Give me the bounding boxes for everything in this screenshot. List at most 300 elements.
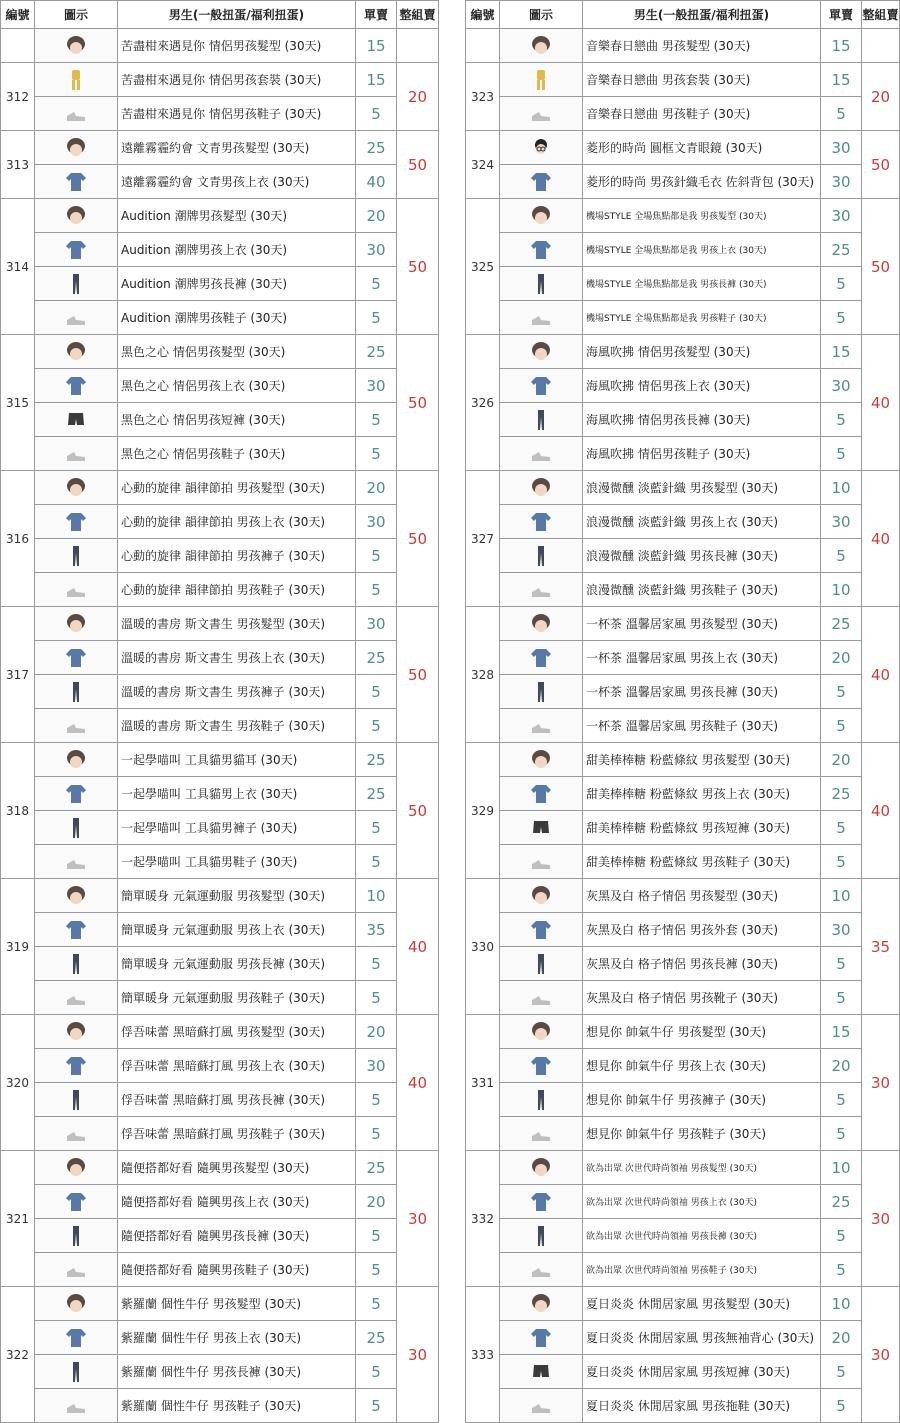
- item-image: [35, 233, 118, 267]
- item-name: 浪漫微醺 淡藍針織 男孩髮型 (30天): [583, 471, 821, 505]
- item-image: [35, 573, 118, 607]
- top-icon: [64, 1191, 88, 1210]
- single-price: 5: [356, 1355, 397, 1389]
- table-row: [1, 29, 439, 63]
- shoes-icon: [529, 579, 553, 598]
- table-row: [1, 709, 439, 743]
- hair-icon: [64, 1021, 88, 1040]
- single-price: 30: [356, 369, 397, 403]
- item-name: 機場STYLE 全場焦點都是我 男孩鞋子 (30天): [583, 301, 821, 335]
- single-price: 5: [356, 675, 397, 709]
- set-price: 50: [862, 131, 900, 199]
- item-name: 簡單暖身 元氣運動服 男孩上衣 (30天): [118, 913, 356, 947]
- item-image: [35, 913, 118, 947]
- item-image: [500, 981, 583, 1015]
- single-price: 5: [821, 97, 862, 131]
- pants-icon: [529, 1225, 553, 1244]
- single-price: 5: [356, 1389, 397, 1423]
- hair-icon: [64, 1293, 88, 1312]
- shoes-icon: [64, 443, 88, 462]
- single-price: 15: [821, 29, 862, 63]
- header-icon: 圖示: [500, 1, 583, 29]
- item-image: [500, 369, 583, 403]
- pants-icon: [64, 545, 88, 564]
- single-price: 25: [821, 233, 862, 267]
- single-price: 35: [356, 913, 397, 947]
- top-icon: [529, 783, 553, 802]
- single-price: 25: [356, 777, 397, 811]
- item-name: 灰黑及白 格子情侶 男孩外套 (30天): [583, 913, 821, 947]
- item-name: 簡單暖身 元氣運動服 男孩長褲 (30天): [118, 947, 356, 981]
- set-price: 30: [397, 1287, 439, 1423]
- table-row: [466, 743, 900, 777]
- shorts-icon: [529, 817, 553, 836]
- item-image: [35, 641, 118, 675]
- item-image: [500, 913, 583, 947]
- hair-icon: [529, 341, 553, 360]
- item-image: [500, 1083, 583, 1117]
- single-price: 5: [356, 1219, 397, 1253]
- item-image: [500, 301, 583, 335]
- left-table-body: [1, 29, 439, 1423]
- single-price: 5: [356, 403, 397, 437]
- item-name: 灰黑及白 格子情侶 男孩髮型 (30天): [583, 879, 821, 913]
- top-icon: [64, 239, 88, 258]
- item-name: 夏日炎炎 休閒居家風 男孩無袖背心 (30天): [583, 1321, 821, 1355]
- item-image: [35, 63, 118, 97]
- shoes-icon: [529, 103, 553, 122]
- single-price: 5: [356, 947, 397, 981]
- item-name: 俘吾味蕾 黑暗蘇打風 男孩上衣 (30天): [118, 1049, 356, 1083]
- single-price: 25: [356, 1321, 397, 1355]
- set-number: 314: [1, 199, 35, 335]
- item-name: 遠離霧霾約會 文青男孩髮型 (30天): [118, 131, 356, 165]
- table-row: [1, 165, 439, 199]
- item-image: [35, 131, 118, 165]
- item-name: Audition 潮牌男孩上衣 (30天): [118, 233, 356, 267]
- item-name: 海風吹拂 情侶男孩長褲 (30天): [583, 403, 821, 437]
- item-image: [35, 811, 118, 845]
- pants-icon: [64, 1089, 88, 1108]
- item-name: 夏日炎炎 休閒居家風 男孩拖鞋 (30天): [583, 1389, 821, 1423]
- item-name: 溫暖的書房 斯文書生 男孩鞋子 (30天): [118, 709, 356, 743]
- item-image: [35, 947, 118, 981]
- item-name: 黑色之心 情侶男孩鞋子 (30天): [118, 437, 356, 471]
- shoes-icon: [529, 851, 553, 870]
- single-price: 25: [821, 777, 862, 811]
- table-row: [466, 403, 900, 437]
- single-price: 5: [821, 301, 862, 335]
- item-name: 想見你 帥氣牛仔 男孩髮型 (30天): [583, 1015, 821, 1049]
- item-name: 一杯茶 溫馨居家風 男孩髮型 (30天): [583, 607, 821, 641]
- table-row: [466, 879, 900, 913]
- top-icon: [529, 919, 553, 938]
- item-name: 苦盡柑來遇見你 情侶男孩鞋子 (30天): [118, 97, 356, 131]
- pants-icon: [529, 409, 553, 428]
- item-image: [500, 1253, 583, 1287]
- single-price: 25: [356, 1151, 397, 1185]
- item-image: [35, 301, 118, 335]
- item-name: 菱形的時尚 男孩針織毛衣 佐斜背包 (30天): [583, 165, 821, 199]
- item-name: 機場STYLE 全場焦點都是我 男孩髮型 (30天): [583, 199, 821, 233]
- set-price: 40: [862, 335, 900, 471]
- set-number: [466, 29, 500, 63]
- table-row: [466, 845, 900, 879]
- table-row: [466, 165, 900, 199]
- item-name: 黑色之心 情侶男孩上衣 (30天): [118, 369, 356, 403]
- item-name: 甜美棒棒糖 粉藍條紋 男孩鞋子 (30天): [583, 845, 821, 879]
- single-price: 5: [821, 709, 862, 743]
- item-name: 心動的旋律 韻律節拍 男孩鞋子 (30天): [118, 573, 356, 607]
- set-number: 315: [1, 335, 35, 471]
- item-image: [500, 97, 583, 131]
- item-image: [500, 879, 583, 913]
- left-price-panel: [0, 0, 439, 1423]
- table-row: [466, 709, 900, 743]
- set-price: 35: [862, 879, 900, 1015]
- set-number: [1, 29, 35, 63]
- set-price: 50: [397, 471, 439, 607]
- item-name: 溫暖的書房 斯文書生 男孩上衣 (30天): [118, 641, 356, 675]
- set-price: 50: [397, 743, 439, 879]
- table-row: [466, 1049, 900, 1083]
- item-name: Audition 潮牌男孩長褲 (30天): [118, 267, 356, 301]
- item-image: [35, 1049, 118, 1083]
- right-table-body: [466, 29, 900, 1423]
- item-name: 隨便搭都好看 隨興男孩髮型 (30天): [118, 1151, 356, 1185]
- table-row: [466, 1185, 900, 1219]
- right-price-panel: [465, 0, 900, 1423]
- glasses-icon: [529, 137, 553, 156]
- set-number: 326: [466, 335, 500, 471]
- item-image: [35, 505, 118, 539]
- left-price-table: [0, 0, 439, 1423]
- hair-icon: [64, 1157, 88, 1176]
- item-name: 紫羅蘭 個性牛仔 男孩鞋子 (30天): [118, 1389, 356, 1423]
- item-image: [35, 369, 118, 403]
- item-image: [500, 1049, 583, 1083]
- table-row: [466, 573, 900, 607]
- item-image: [35, 29, 118, 63]
- set-price: 50: [397, 131, 439, 199]
- table-row: [1, 1389, 439, 1423]
- shoes-icon: [64, 1123, 88, 1142]
- hair-icon: [64, 613, 88, 632]
- table-row: [466, 267, 900, 301]
- top-icon: [529, 171, 553, 190]
- single-price: 25: [821, 1185, 862, 1219]
- table-row: [1, 369, 439, 403]
- item-image: [35, 1389, 118, 1423]
- single-price: 30: [821, 199, 862, 233]
- shoes-icon: [529, 987, 553, 1006]
- single-price: 30: [356, 1049, 397, 1083]
- item-image: [35, 335, 118, 369]
- single-price: 20: [821, 641, 862, 675]
- pants-icon: [529, 273, 553, 292]
- item-image: [500, 403, 583, 437]
- single-price: 25: [356, 131, 397, 165]
- single-price: 30: [821, 165, 862, 199]
- item-image: [500, 1151, 583, 1185]
- table-row: [1, 1287, 439, 1321]
- item-image: [500, 471, 583, 505]
- set-price: 40: [862, 607, 900, 743]
- single-price: 10: [821, 1287, 862, 1321]
- table-row: [466, 335, 900, 369]
- table-row: [466, 777, 900, 811]
- shorts-icon: [64, 409, 88, 428]
- item-image: [500, 131, 583, 165]
- set-price: 30: [397, 1151, 439, 1287]
- item-name: 隨便搭都好看 隨興男孩長褲 (30天): [118, 1219, 356, 1253]
- single-price: 30: [356, 233, 397, 267]
- table-row: [466, 1083, 900, 1117]
- table-row: [1, 1185, 439, 1219]
- item-image: [35, 845, 118, 879]
- set-price: 50: [397, 607, 439, 743]
- item-image: [500, 573, 583, 607]
- item-name: 海風吹拂 情侶男孩鞋子 (30天): [583, 437, 821, 471]
- item-name: 灰黑及白 格子情侶 男孩長褲 (30天): [583, 947, 821, 981]
- item-name: 簡單暖身 元氣運動服 男孩鞋子 (30天): [118, 981, 356, 1015]
- table-row: [1, 63, 439, 97]
- set-price: 30: [862, 1015, 900, 1151]
- single-price: 5: [821, 1389, 862, 1423]
- item-image: [35, 1321, 118, 1355]
- item-name: 俘吾味蕾 黑暗蘇打風 男孩鞋子 (30天): [118, 1117, 356, 1151]
- table-row: [466, 505, 900, 539]
- item-name: 欲為出眾 次世代時尚領袖 男孩上衣 (30天): [583, 1185, 821, 1219]
- single-price: 10: [821, 471, 862, 505]
- hair-icon: [529, 885, 553, 904]
- single-price: 5: [356, 539, 397, 573]
- table-row: [1, 1083, 439, 1117]
- header-item-name: 男生(一般扭蛋/福利扭蛋): [118, 1, 356, 29]
- item-image: [35, 981, 118, 1015]
- set-number: 319: [1, 879, 35, 1015]
- item-name: 欲為出眾 次世代時尚領袖 男孩鞋子 (30天): [583, 1253, 821, 1287]
- item-name: 心動的旋律 韻律節拍 男孩髮型 (30天): [118, 471, 356, 505]
- pants-icon: [64, 681, 88, 700]
- item-name: 心動的旋律 韻律節拍 男孩上衣 (30天): [118, 505, 356, 539]
- table-row: [466, 981, 900, 1015]
- set-number: 328: [466, 607, 500, 743]
- item-image: [35, 675, 118, 709]
- table-row: [1, 471, 439, 505]
- table-row: [466, 1321, 900, 1355]
- single-price: 30: [356, 505, 397, 539]
- single-price: 20: [356, 1185, 397, 1219]
- top-icon: [529, 1191, 553, 1210]
- single-price: 10: [821, 573, 862, 607]
- item-image: [35, 743, 118, 777]
- table-row: [466, 1253, 900, 1287]
- table-row: [466, 947, 900, 981]
- table-row: [466, 437, 900, 471]
- single-price: 5: [821, 437, 862, 471]
- single-price: 5: [356, 97, 397, 131]
- right-price-table: [465, 0, 900, 1423]
- set-number: 312: [1, 63, 35, 131]
- table-row: [1, 539, 439, 573]
- item-name: 海風吹拂 情侶男孩上衣 (30天): [583, 369, 821, 403]
- table-row: [1, 1355, 439, 1389]
- item-name: 紫羅蘭 個性牛仔 男孩長褲 (30天): [118, 1355, 356, 1389]
- item-name: 一杯茶 溫馨居家風 男孩鞋子 (30天): [583, 709, 821, 743]
- item-name: 一起學喵叫 工具貓男上衣 (30天): [118, 777, 356, 811]
- item-image: [500, 165, 583, 199]
- hair-icon: [529, 613, 553, 632]
- item-image: [500, 1015, 583, 1049]
- item-name: 一起學喵叫 工具貓男貓耳 (30天): [118, 743, 356, 777]
- item-image: [500, 1321, 583, 1355]
- item-image: [500, 607, 583, 641]
- hair-icon: [64, 35, 88, 54]
- single-price: 20: [356, 1015, 397, 1049]
- item-image: [35, 1219, 118, 1253]
- shoes-icon: [64, 307, 88, 326]
- item-name: 夏日炎炎 休閒居家風 男孩髮型 (30天): [583, 1287, 821, 1321]
- header-id: 編號: [1, 1, 35, 29]
- item-image: [500, 641, 583, 675]
- set-price: 50: [862, 199, 900, 335]
- single-price: 5: [821, 1355, 862, 1389]
- item-name: 音樂春日戀曲 男孩髮型 (30天): [583, 29, 821, 63]
- header-item-name: 男生(一般扭蛋/福利扭蛋): [583, 1, 821, 29]
- shoes-icon: [64, 1259, 88, 1278]
- single-price: 5: [821, 1117, 862, 1151]
- set-price: 20: [397, 63, 439, 131]
- single-price: 5: [356, 573, 397, 607]
- top-icon: [64, 919, 88, 938]
- item-image: [500, 811, 583, 845]
- single-price: 5: [821, 675, 862, 709]
- table-row: [466, 301, 900, 335]
- item-name: 隨便搭都好看 隨興男孩鞋子 (30天): [118, 1253, 356, 1287]
- item-image: [500, 199, 583, 233]
- item-name: 苦盡柑來遇見你 情侶男孩套裝 (30天): [118, 63, 356, 97]
- single-price: 5: [356, 1117, 397, 1151]
- item-image: [500, 845, 583, 879]
- single-price: 15: [821, 1015, 862, 1049]
- single-price: 20: [821, 1049, 862, 1083]
- header-single-price: 單賣: [356, 1, 397, 29]
- header-set-price: 整組賣: [862, 1, 900, 29]
- table-row: [1, 1015, 439, 1049]
- top-icon: [64, 647, 88, 666]
- item-name: 溫暖的書房 斯文書生 男孩褲子 (30天): [118, 675, 356, 709]
- table-row: [1, 845, 439, 879]
- set-number: 317: [1, 607, 35, 743]
- item-name: 浪漫微醺 淡藍針織 男孩鞋子 (30天): [583, 573, 821, 607]
- single-price: 20: [356, 471, 397, 505]
- hair-icon: [529, 1157, 553, 1176]
- set-number: 322: [1, 1287, 35, 1423]
- top-icon: [64, 1055, 88, 1074]
- single-price: 30: [821, 131, 862, 165]
- single-price: 5: [356, 437, 397, 471]
- pants-icon: [64, 953, 88, 972]
- top-icon: [64, 511, 88, 530]
- single-price: 30: [821, 369, 862, 403]
- set-number: 332: [466, 1151, 500, 1287]
- hair-icon: [64, 205, 88, 224]
- item-name: Audition 潮牌男孩髮型 (30天): [118, 199, 356, 233]
- item-name: 紫羅蘭 個性牛仔 男孩髮型 (30天): [118, 1287, 356, 1321]
- header-single-price: 單賣: [821, 1, 862, 29]
- item-image: [500, 29, 583, 63]
- outfit-icon: [529, 69, 553, 88]
- item-name: 黑色之心 情侶男孩髮型 (30天): [118, 335, 356, 369]
- table-row: [1, 1049, 439, 1083]
- table-row: [1, 879, 439, 913]
- set-price: [397, 29, 439, 63]
- single-price: 5: [821, 947, 862, 981]
- table-row: [466, 675, 900, 709]
- item-name: 菱形的時尚 圓框文青眼鏡 (30天): [583, 131, 821, 165]
- item-name: 隨便搭都好看 隨興男孩上衣 (30天): [118, 1185, 356, 1219]
- top-icon: [529, 239, 553, 258]
- shorts-icon: [529, 1361, 553, 1380]
- set-number: 318: [1, 743, 35, 879]
- table-row: [466, 233, 900, 267]
- item-image: [500, 539, 583, 573]
- set-number: 321: [1, 1151, 35, 1287]
- item-image: [35, 1015, 118, 1049]
- pants-icon: [529, 681, 553, 700]
- set-price: 40: [397, 879, 439, 1015]
- outfit-icon: [64, 69, 88, 88]
- item-name: 音樂春日戀曲 男孩套裝 (30天): [583, 63, 821, 97]
- pants-icon: [529, 545, 553, 564]
- item-name: 想見你 帥氣牛仔 男孩上衣 (30天): [583, 1049, 821, 1083]
- table-row: [466, 97, 900, 131]
- single-price: 5: [821, 403, 862, 437]
- pants-icon: [529, 953, 553, 972]
- item-name: 灰黑及白 格子情侶 男孩靴子 (30天): [583, 981, 821, 1015]
- header-id: 編號: [466, 1, 500, 29]
- set-price: 50: [397, 199, 439, 335]
- single-price: 25: [821, 607, 862, 641]
- item-image: [500, 335, 583, 369]
- hair-icon: [529, 205, 553, 224]
- table-row: [1, 403, 439, 437]
- single-price: 5: [821, 1219, 862, 1253]
- item-name: 遠離霧霾約會 文青男孩上衣 (30天): [118, 165, 356, 199]
- set-price: 30: [862, 1287, 900, 1423]
- item-image: [35, 607, 118, 641]
- item-name: 甜美棒棒糖 粉藍條紋 男孩上衣 (30天): [583, 777, 821, 811]
- set-price: 40: [397, 1015, 439, 1151]
- item-image: [35, 97, 118, 131]
- table-row: [466, 1287, 900, 1321]
- item-name: 欲為出眾 次世代時尚領袖 男孩髮型 (30天): [583, 1151, 821, 1185]
- table-row: [1, 505, 439, 539]
- single-price: 20: [821, 1321, 862, 1355]
- pants-icon: [64, 1225, 88, 1244]
- item-image: [500, 1355, 583, 1389]
- table-row: [1, 777, 439, 811]
- shoes-icon: [529, 1259, 553, 1278]
- item-image: [35, 1355, 118, 1389]
- table-row: [1, 573, 439, 607]
- single-price: 10: [821, 1151, 862, 1185]
- hair-icon: [64, 477, 88, 496]
- single-price: 5: [356, 301, 397, 335]
- item-image: [500, 505, 583, 539]
- set-number: 333: [466, 1287, 500, 1423]
